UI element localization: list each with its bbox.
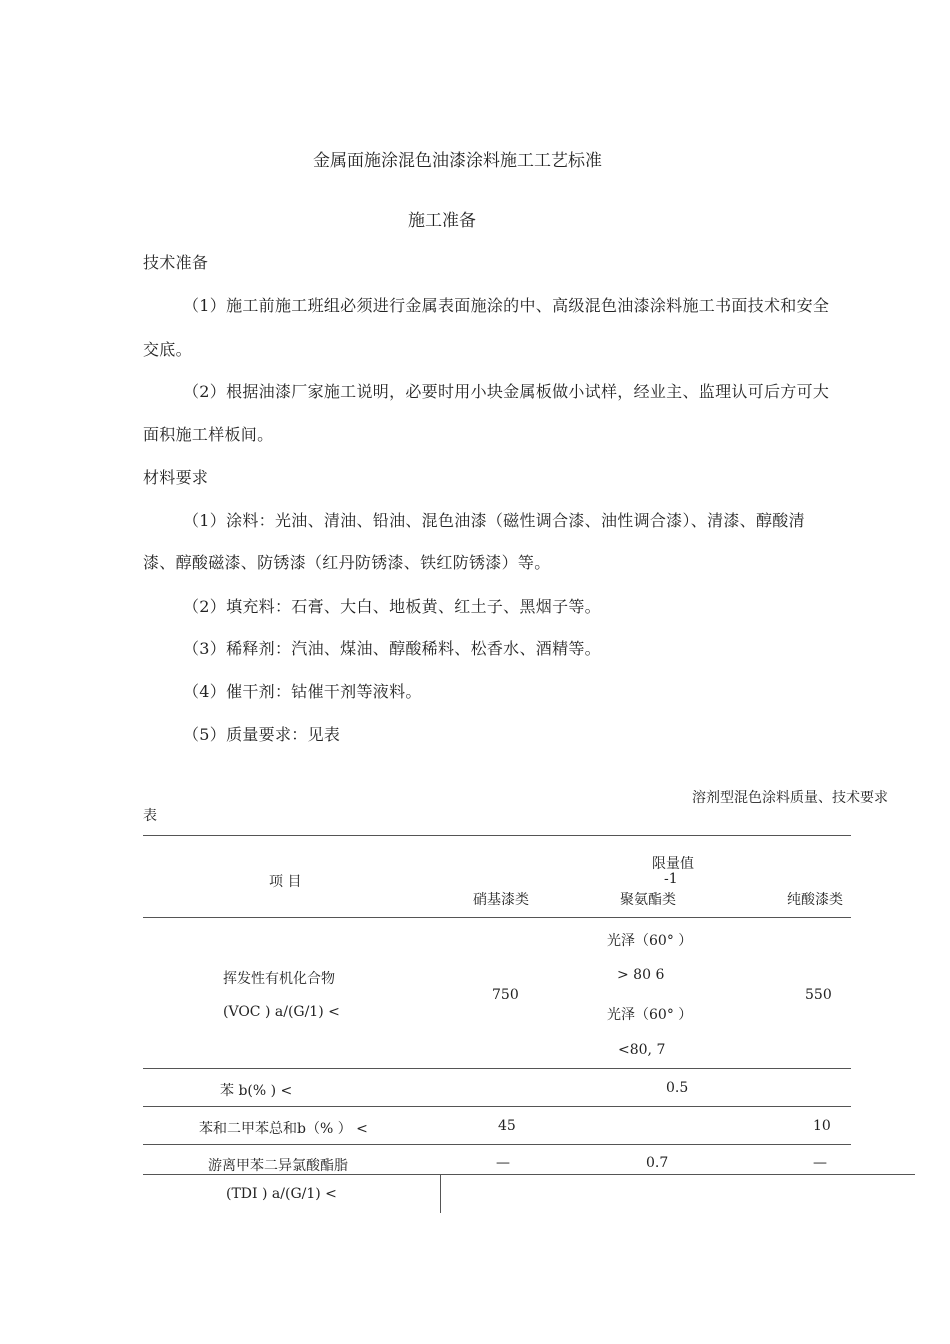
material-heading: 材料要求 — [143, 468, 209, 487]
table-row-4-name-line-1: 游离甲苯二异氯酸酯脂 — [208, 1158, 348, 1174]
table-column-divider — [440, 1175, 441, 1213]
tech-paragraph-2-line-1: （2）根据油漆厂家施工说明，必要时用小块金属板做小试样，经业主、监理认可后方可大 — [183, 382, 830, 401]
table-row-3-value-nitro: 45 — [498, 1118, 516, 1134]
table-row-4-value-alkyd: — — [813, 1155, 827, 1171]
table-header-rule — [143, 917, 851, 918]
material-paragraph-5: （5）质量要求：见表 — [183, 725, 341, 744]
table-header-limit: 限量值 — [652, 856, 694, 872]
table-row-1-name-line-1: 挥发性有机化合物 — [223, 971, 335, 987]
tech-heading: 技术准备 — [143, 253, 209, 272]
material-paragraph-2: （2）填充料：石膏、大白、地板黄、红土子、黑烟子等。 — [183, 597, 601, 616]
material-paragraph-1-line-2: 漆、醇酸磁漆、防锈漆（红丹防锈漆、铁红防锈漆）等。 — [143, 553, 551, 572]
table-caption-line-2: 表 — [143, 808, 157, 824]
table-row-1-name-line-2: (VOC ) a/(G/1) < — [223, 1004, 340, 1020]
table-row-1-value-pu-line-2: > 80 6 — [617, 967, 665, 983]
table-header-limit-unit: -1 — [664, 871, 678, 887]
table-row-3-name: 苯和二甲苯总和b（% ） < — [199, 1121, 368, 1137]
material-paragraph-3: （3）稀释剂：汽油、煤油、醇酸稀料、松香水、酒精等。 — [183, 639, 601, 658]
table-row-3-value-alkyd: 10 — [813, 1118, 831, 1134]
table-row-4-value-pu: 0.7 — [646, 1155, 669, 1171]
document-title: 金属面施涂混色油漆涂料施工工艺标准 — [313, 151, 602, 171]
table-row-rule — [143, 1068, 851, 1069]
tech-paragraph-1-line-2: 交底。 — [143, 340, 192, 359]
section-title: 施工准备 — [408, 211, 476, 231]
table-header-item: 项 目 — [269, 874, 302, 890]
table-row-1-value-pu-line-1: 光泽（60° ） — [607, 933, 693, 949]
table-header-col-alkyd: 纯酸漆类 — [787, 892, 843, 908]
table-row-1-value-nitro: 750 — [492, 987, 519, 1003]
table-row-4-name-line-2: (TDI ) a/(G/1) < — [226, 1186, 337, 1202]
table-row-1-value-pu-line-3: 光泽（60° ） — [607, 1007, 693, 1023]
table-row-rule — [143, 1144, 851, 1145]
table-row-1-value-alkyd: 550 — [805, 987, 832, 1003]
table-top-rule — [143, 835, 851, 836]
table-row-rule — [143, 1106, 851, 1107]
table-header-col-polyurethane: 聚氨酯类 — [620, 892, 676, 908]
table-header-col-nitro: 硝基漆类 — [473, 892, 529, 908]
tech-paragraph-1-line-1: （1）施工前施工班组必须进行金属表面施涂的中、高级混色油漆涂料施工书面技术和安全 — [183, 296, 830, 315]
table-row-4-value-nitro: — — [496, 1155, 510, 1171]
table-row-1-value-pu-line-4: <80, 7 — [618, 1042, 666, 1058]
tech-paragraph-2-line-2: 面积施工样板间。 — [143, 425, 274, 444]
material-paragraph-4: （4）催干剂：钴催干剂等液料。 — [183, 682, 422, 701]
table-row-2-value: 0.5 — [666, 1080, 689, 1096]
table-caption-line-1: 溶剂型混色涂料质量、技术要求 — [692, 790, 888, 806]
material-paragraph-1-line-1: （1）涂料：光油、清油、铅油、混色油漆（磁性调合漆、油性调合漆）、清漆、醇酸清 — [183, 511, 805, 530]
table-row-2-name: 苯 b(% ) < — [220, 1083, 293, 1099]
